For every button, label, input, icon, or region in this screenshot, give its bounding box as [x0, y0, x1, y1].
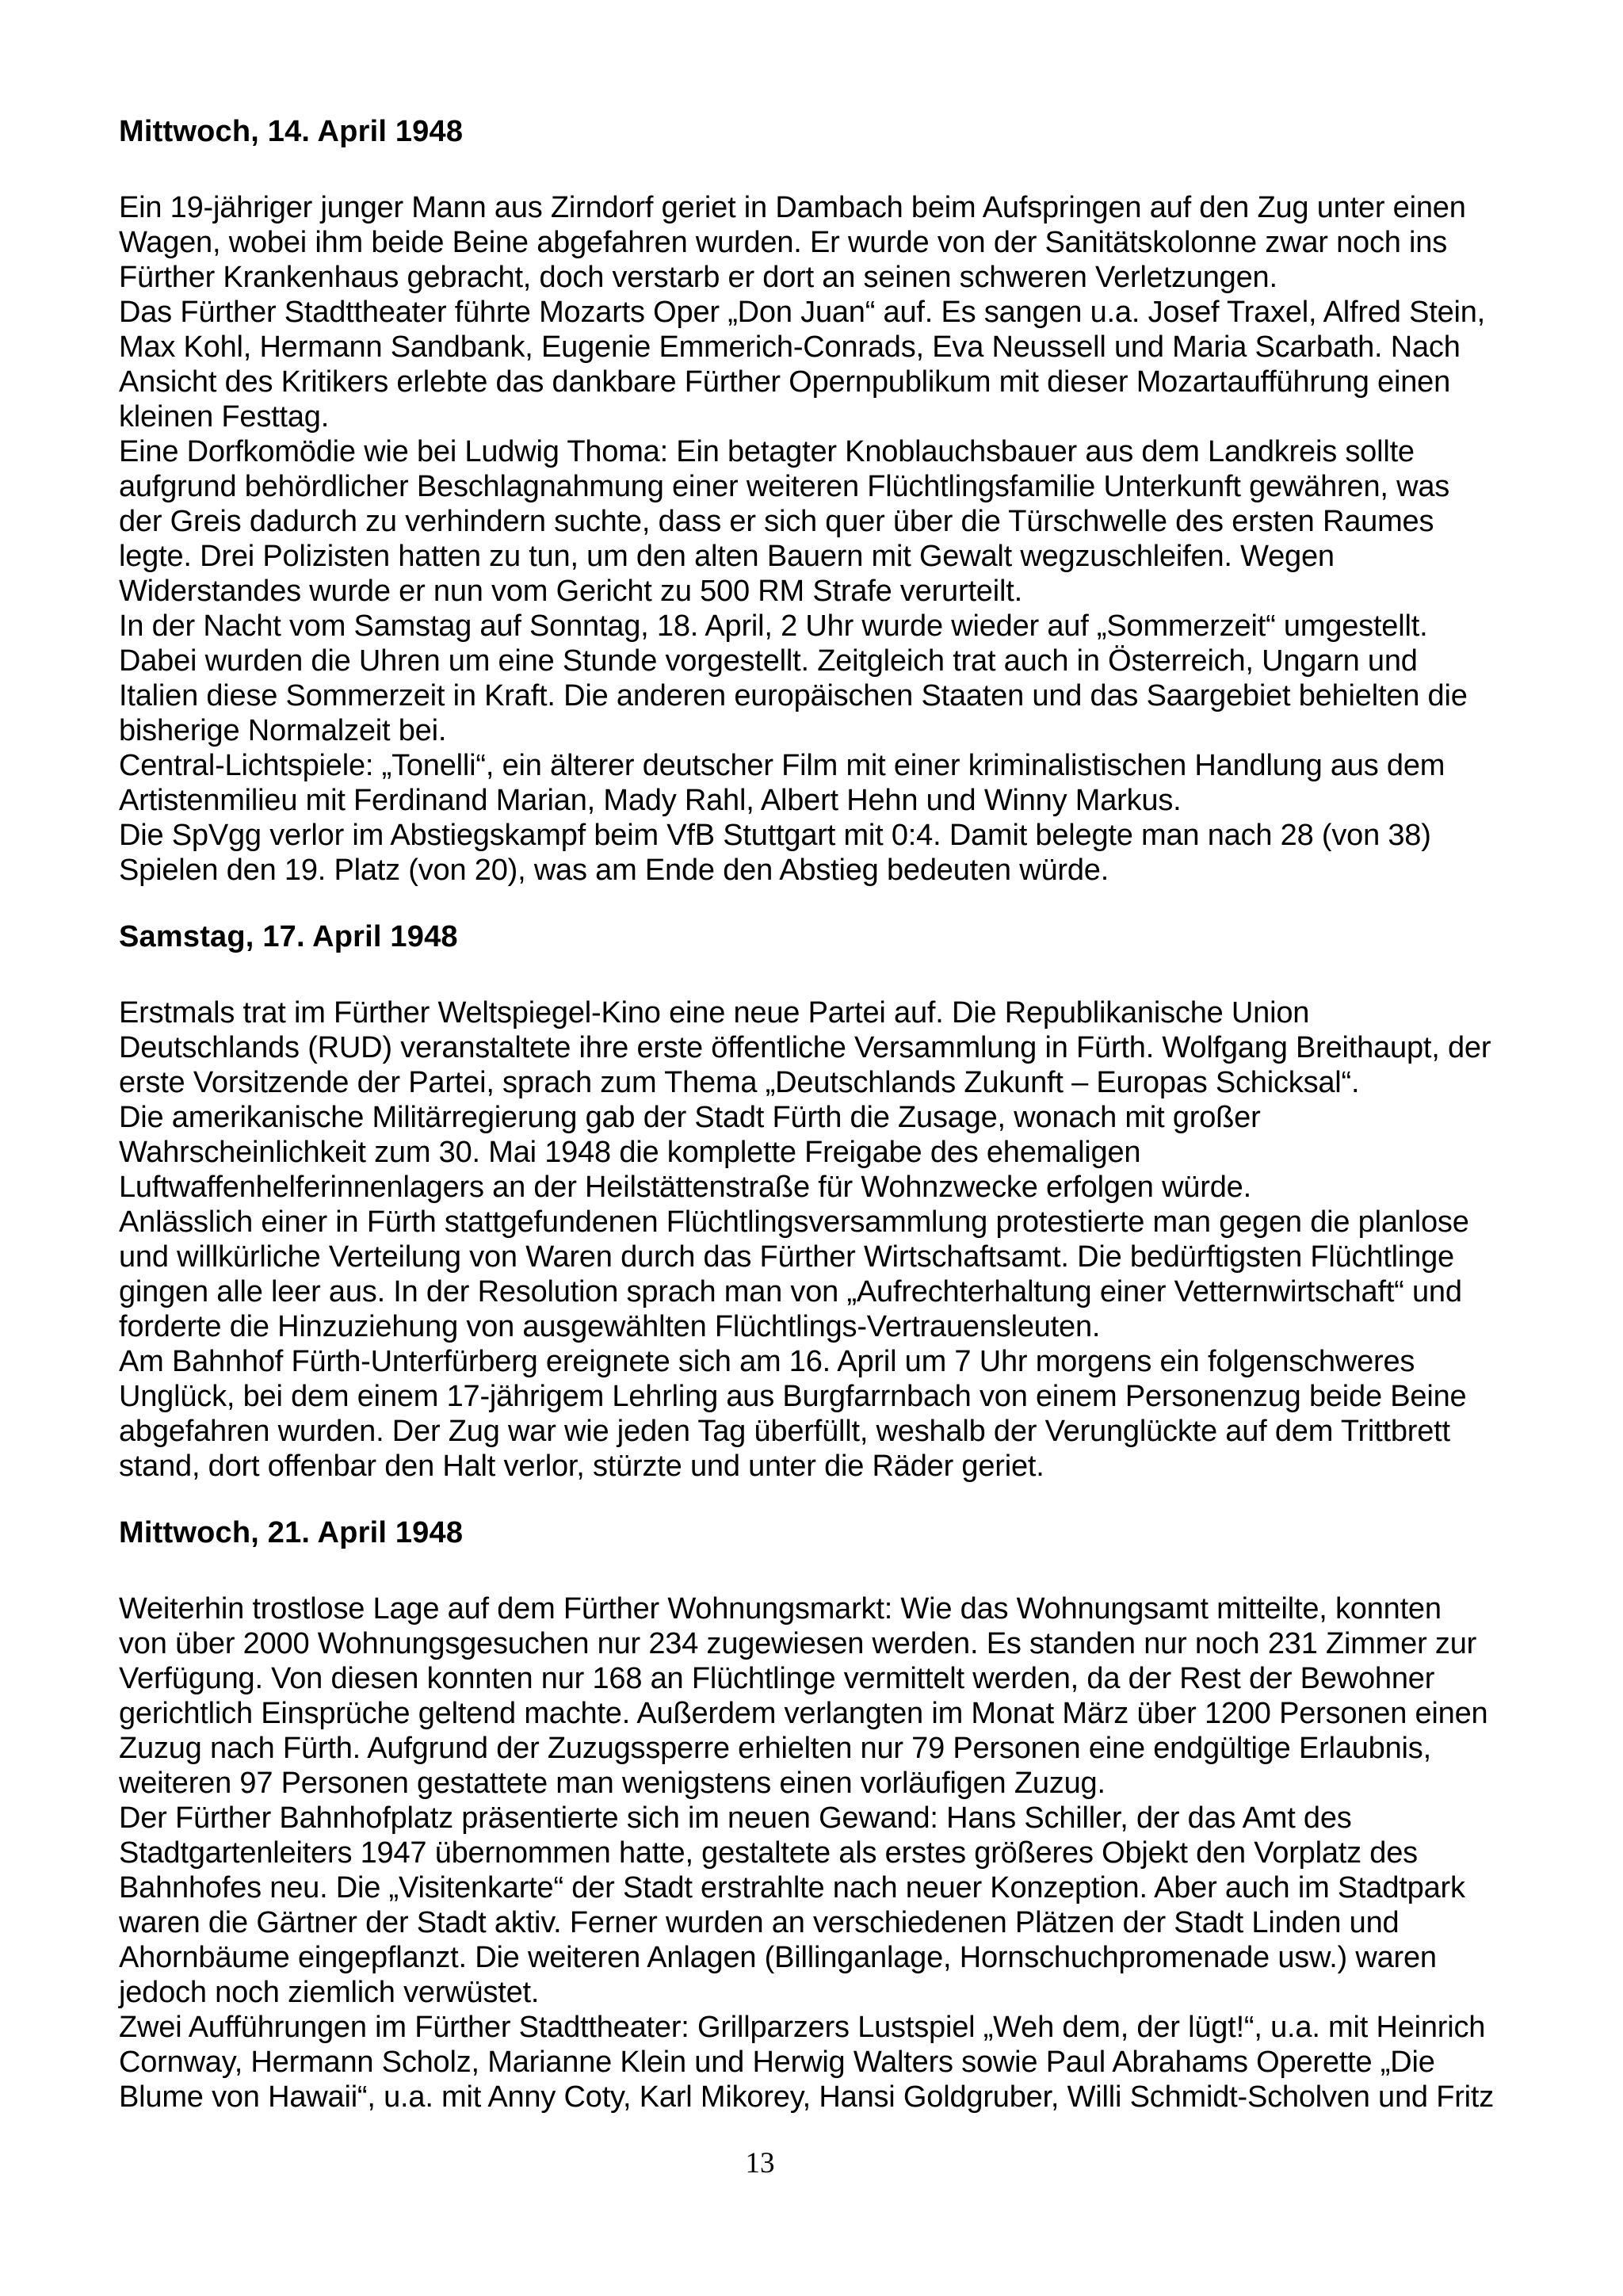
text-line: Die amerikanische Militärregierung gab der Stadt Fürth die Zusage, wonach mit großer: [119, 1101, 1261, 1134]
diary-section-1: [119, 114, 1544, 888]
text-line: waren die Gärtner der Stadt aktiv. Ferner wurden an verschiedenen Plätzen der Stadt Linden und: [119, 1906, 1400, 1939]
text-line: legte. Drei Polizisten hatten zu tun, um den alten Bauern mit Gewalt wegzuschleifen. Wegen: [119, 540, 1335, 573]
text-line: Wagen, wobei ihm beide Beine abgefahren wurden. Er wurde von der Sanitätskolonne zwar noch ins: [119, 226, 1448, 259]
text-line: weiteren 97 Personen gestattete man wenigstens einen vorläufigen Zuzug.: [119, 1767, 1106, 1800]
text-line: Central-Lichtspiele: „Tonelli“, ein älterer deutscher Film mit einer kriminalistischen Handlung aus dem: [119, 749, 1445, 782]
text-line: Deutschlands (RUD) veranstaltete ihre erste öffentliche Versammlung in Fürth. Wolfgang Breithaupt, der: [119, 1031, 1491, 1064]
text-line: Spielen den 19. Platz (von 20), was am Ende den Abstieg bedeuten würde.: [119, 854, 1109, 887]
text-line: Widerstandes wurde er nun vom Gericht zu 500 RM Strafe verurteilt.: [119, 575, 1022, 608]
text-line: Verfügung. Von diesen konnten nur 168 an Flüchtlinge vermittelt werden, da der Rest der Bewohner: [119, 1662, 1435, 1695]
text-line: und willkürliche Verteilung von Waren durch das Fürther Wirtschaftsamt. Die bedürftigsten Flüchtlinge: [119, 1240, 1454, 1274]
text-line: Die SpVgg verlor im Abstiegskampf beim VfB Stuttgart mit 0:4. Damit belegte man nach 28 (von 38): [119, 819, 1431, 852]
diary-section-3: [119, 1515, 1544, 2115]
text-line: Ahornbäume eingepflanzt. Die weiteren Anlagen (Billinganlage, Hornschuchpromenade usw.) waren: [119, 1941, 1437, 1974]
text-line: Bahnhofes neu. Die „Visitenkarte“ der Stadt erstrahlte nach neuer Konzeption. Aber auch im Stadtpark: [119, 1871, 1465, 1904]
text-line: Fürther Krankenhaus gebracht, doch verstarb er dort an seinen schweren Verletzungen.: [119, 261, 1277, 294]
text-line: Blume von Hawaii“, u.a. mit Anny Coty, Karl Mikorey, Hansi Goldgruber, Willi Schmidt-Scholven und Fritz: [119, 2080, 1495, 2114]
diary-section-2: [119, 919, 1544, 1484]
text-line: erste Vorsitzende der Partei, sprach zum Thema „Deutschlands Zukunft – Europas Schicksal“.: [119, 1066, 1360, 1099]
text-line: Cornway, Hermann Scholz, Marianne Klein und Herwig Walters sowie Paul Abrahams Operette „Die: [119, 2046, 1435, 2079]
text-line: Weiterhin trostlose Lage auf dem Fürther Wohnungsmarkt: Wie das Wohnungsamt mitteilte, konnten: [119, 1592, 1442, 1626]
text-line: Am Bahnhof Fürth-Unterfürberg ereignete sich am 16. April um 7 Uhr morgens ein folgenschweres: [119, 1345, 1415, 1378]
section-heading: Samstag, 17. April 1948: [119, 920, 458, 953]
text-line: jedoch noch ziemlich verwüstet.: [119, 1976, 540, 2009]
text-line: In der Nacht vom Samstag auf Sonntag, 18. April, 2 Uhr wurde wieder auf „Sommerzeit“ umgestellt.: [119, 609, 1428, 643]
text-line: abgefahren wurden. Der Zug war wie jeden Tag überfüllt, weshalb der Verunglückte auf dem Trittbrett: [119, 1415, 1450, 1448]
text-line: Ein 19-jähriger junger Mann aus Zirndorf geriet in Dambach beim Aufspringen auf den Zug unter einen: [119, 191, 1466, 224]
text-line: bisherige Normalzeit bei.: [119, 714, 447, 747]
text-line: von über 2000 Wohnungsgesuchen nur 234 zugewiesen werden. Es standen nur noch 231 Zimmer zur: [119, 1627, 1477, 1660]
text-line: der Greis dadurch zu verhindern suchte, dass er sich quer über die Türschwelle des ersten Raumes: [119, 505, 1434, 538]
text-line: forderte die Hinzuziehung von ausgewählten Flüchtlings-Vertrauensleuten.: [119, 1310, 1101, 1343]
section-heading: Mittwoch, 14. April 1948: [119, 115, 464, 148]
text-line: Stadtgartenleiters 1947 übernommen hatte, gestaltete als erstes größeres Objekt den Vorplatz des: [119, 1836, 1418, 1870]
text-line: Unglück, bei dem einem 17-jährigem Lehrling aus Burgfarrnbach von einem Personenzug beide Beine: [119, 1380, 1467, 1413]
text-line: Max Kohl, Hermann Sandbank, Eugenie Emmerich-Conrads, Eva Neussell und Maria Scarbath. Nach: [119, 330, 1461, 364]
text-line: Das Fürther Stadttheater führte Mozarts Oper „Don Juan“ auf. Es sangen u.a. Josef Traxel, Alfred Stein,: [119, 296, 1486, 329]
section-body: [119, 1591, 1544, 2115]
text-line: Zwei Aufführungen im Fürther Stadttheater: Grillparzers Lustspiel „Weh dem, der lügt!“, u.a. mit Heinrich: [119, 2011, 1486, 2044]
text-line: Dabei wurden die Uhren um eine Stunde vorgestellt. Zeitgleich trat auch in Österreich, Ungarn und: [119, 644, 1418, 678]
section-heading: Mittwoch, 21. April 1948: [119, 1516, 464, 1549]
section-body: [119, 995, 1544, 1484]
text-line: Zuzug nach Fürth. Aufgrund der Zuzugssperre erhielten nur 79 Personen eine endgültige Erlaubnis,: [119, 1732, 1431, 1765]
text-line: gerichtlich Einsprüche geltend machte. Außerdem verlangten im Monat März über 1200 Personen einen: [119, 1697, 1488, 1730]
text-line: Ansicht des Kritikers erlebte das dankbare Fürther Opernpublikum mit dieser Mozartaufführung einen: [119, 365, 1451, 399]
text-line: Luftwaffenhelferinnenlagers an der Heilstättenstraße für Wohnzwecke erfolgen würde.: [119, 1171, 1251, 1204]
text-line: Erstmals trat im Fürther Weltspiegel-Kino eine neue Partei auf. Die Republikanische Union: [119, 996, 1310, 1030]
text-line: gingen alle leer aus. In der Resolution sprach man von „Aufrechterhaltung einer Vetternwirtschaft“ und: [119, 1275, 1462, 1308]
page-number: 13: [745, 2147, 775, 2179]
text-line: Anlässlich einer in Fürth stattgefundenen Flüchtlingsversammlung protestierte man gegen die planlose: [119, 1205, 1469, 1239]
section-body: [119, 190, 1544, 888]
text-line: Wahrscheinlichkeit zum 30. Mai 1948 die komplette Freigabe des ehemaligen: [119, 1136, 1141, 1169]
text-line: kleinen Festtag.: [119, 400, 330, 434]
text-line: Italien diese Sommerzeit in Kraft. Die anderen europäischen Staaten und das Saargebiet behielten die: [119, 679, 1468, 712]
text-line: Artistenmilieu mit Ferdinand Marian, Mady Rahl, Albert Hehn und Winny Markus.: [119, 784, 1182, 817]
text-line: aufgrund behördlicher Beschlagnahmung einer weiteren Flüchtlingsfamilie Unterkunft gewähren, was: [119, 470, 1450, 503]
text-line: Der Fürther Bahnhofplatz präsentierte sich im neuen Gewand: Hans Schiller, der das Amt des: [119, 1801, 1352, 1835]
text-line: stand, dort offenbar den Halt verlor, stürzte und unter die Räder geriet.: [119, 1450, 1044, 1483]
text-line: Eine Dorfkomödie wie bei Ludwig Thoma: Ein betagter Knoblauchsbauer aus dem Landkreis sollte: [119, 435, 1415, 468]
